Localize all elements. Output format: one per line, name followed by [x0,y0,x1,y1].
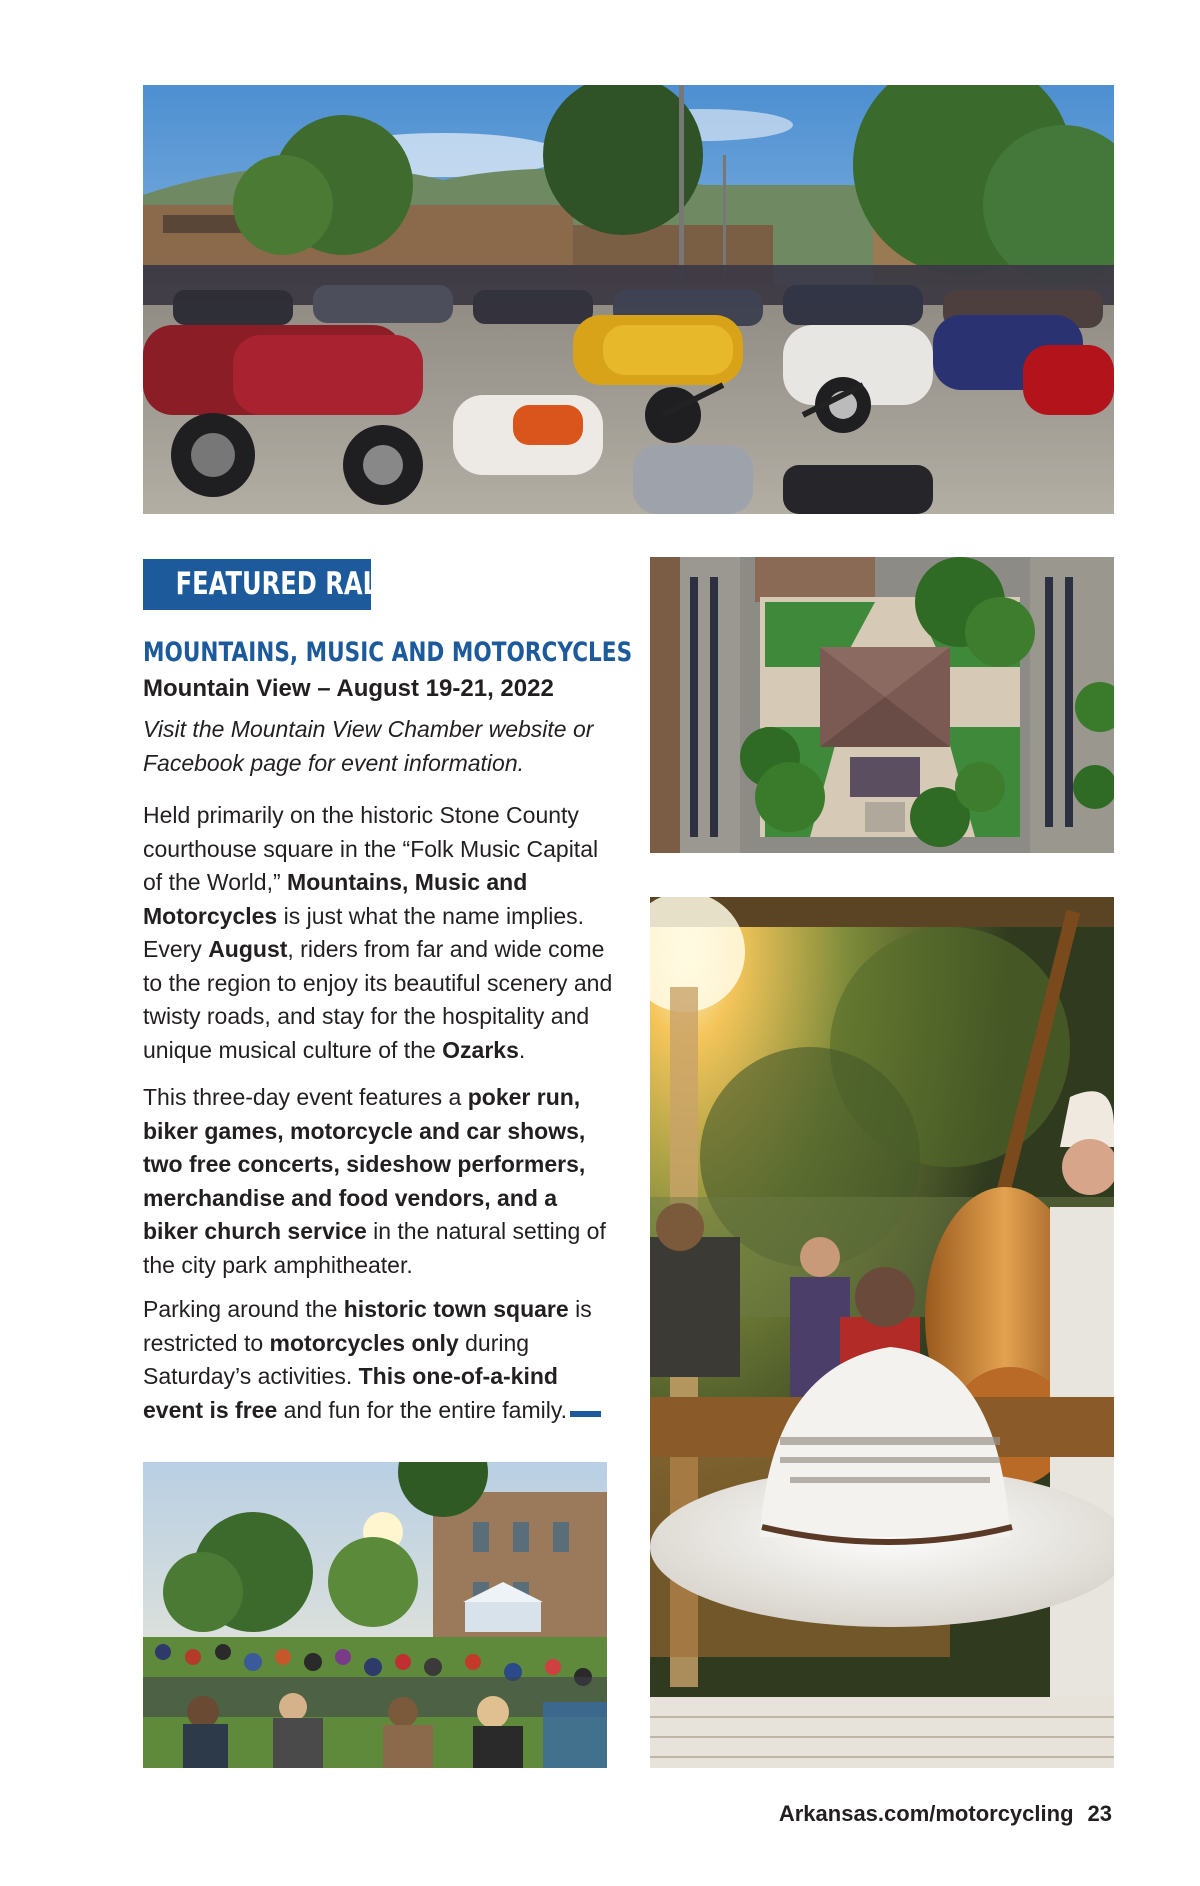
text-run: , riders from far and wide come to the region to enjoy its beautiful scenery and twisty roads, and stay for the hospitality and unique musical culture of the [143,936,613,1063]
text-run: in the natural setting of the city park amphitheater. [143,1218,606,1278]
bold-run: historic town square [343,1296,569,1322]
event-location-date: Mountain View – August 19-21, 2022 [143,675,554,702]
features-paragraph [143,1081,613,1282]
text-run: and fun for the entire family. [277,1396,568,1423]
motorcycle-rally-photo [143,85,1114,514]
bold-run: poker run, biker games, motorcycle and car shows, two free concerts, sideshow performers, merchandise and food vendors, and a biker church service [143,1084,586,1244]
page-footer [779,1799,1112,1829]
aerial-courthouse-photo [650,557,1114,853]
text-run: Held primarily on the historic Stone County courthouse square in the “Folk Music Capital of the World,” [143,802,599,895]
bold-run: Ozarks [442,1036,519,1063]
featured-rally-badge [143,559,408,610]
footer-url: Arkansas.com/motorcycling [778,1801,1074,1826]
parking-paragraph [143,1293,613,1427]
bold-run: Mountains, Music and Motorcycles [143,869,528,929]
text-run: is restricted to [143,1296,592,1356]
event-title: MOUNTAINS, MUSIC AND MOTORCYCLES [143,637,633,668]
bold-run: This one-of-a-kind event is free [143,1363,558,1423]
text-run: This three-day event features a [143,1084,468,1110]
badge-label: FEATURED RALLY [175,566,408,602]
bold-run: August [208,936,288,962]
concert-crowd-photo [143,1462,607,1768]
text-run: is just what the name implies. Every [143,902,585,962]
text-run: Parking around the [143,1296,344,1322]
event-info-note: Visit the Mountain View Chamber website or Facebook page for event information. [143,716,594,776]
article-end-mark [570,1411,601,1417]
bold-run: motorcycles only [269,1329,459,1356]
text-run: during Saturday’s activities. [143,1329,530,1389]
cowboy-hat-musicians-photo [650,897,1114,1768]
page-number: 23 [1087,1801,1112,1826]
description-paragraph [143,799,613,1067]
text-run: . [518,1036,526,1063]
